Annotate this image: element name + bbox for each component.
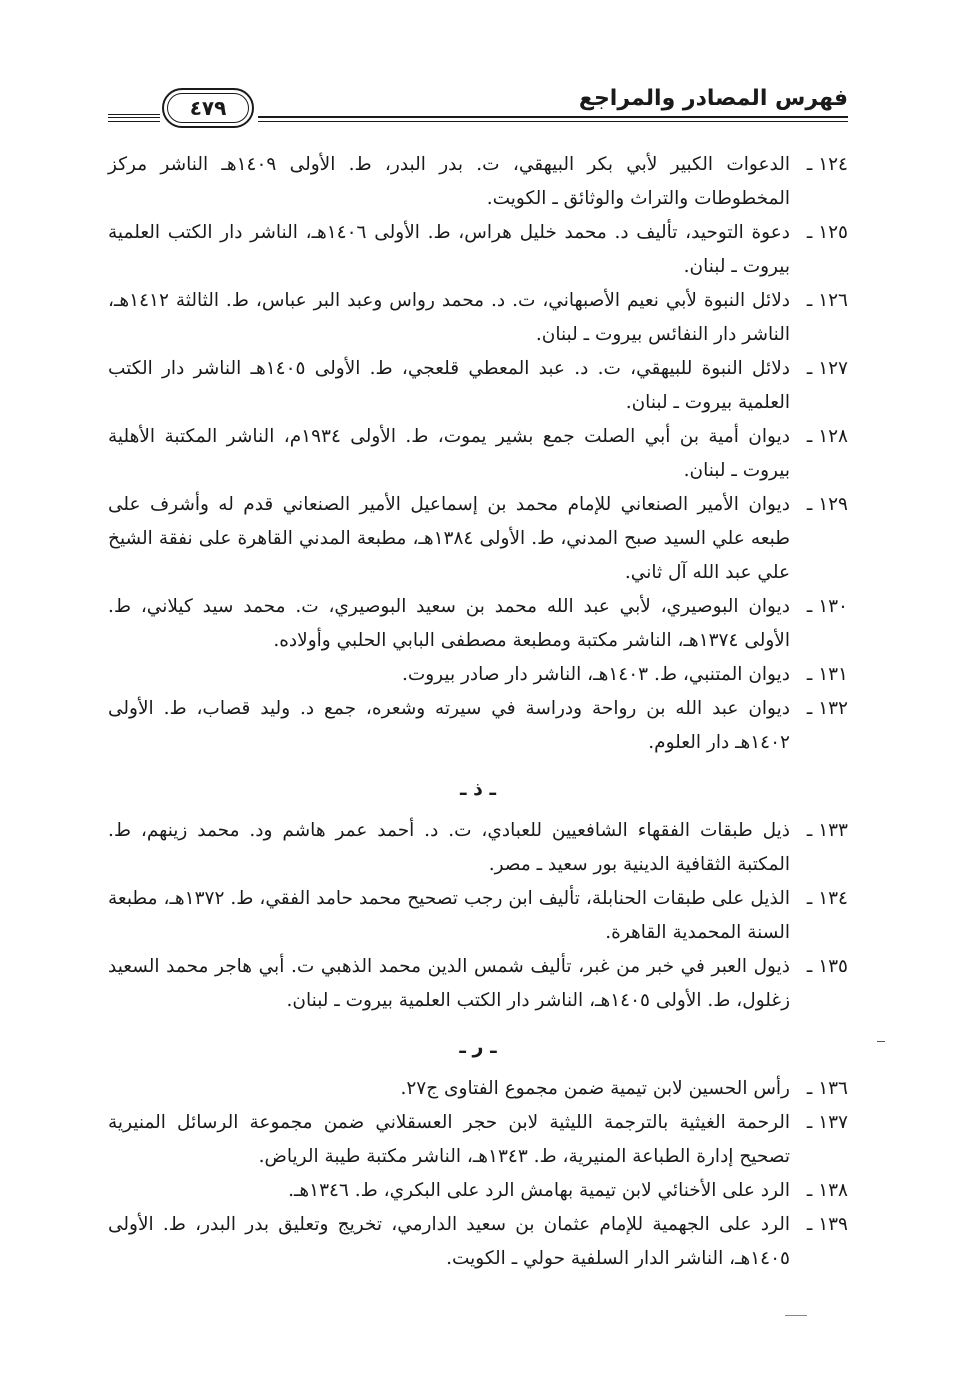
bibliography-entry [108,814,848,882]
entry-text: ديوان عبد الله بن رواحة ودراسة في سيرته وشعره، جمع د. وليد قصاب، ط. الأولى ١٤٠٢هـ دار العلوم. [108,698,790,753]
entry-text: الرحمة الغيثية بالترجمة الليثية لابن حجر العسقلاني ضمن مجموعة الرسائل المنيرية تصحيح إدارة الطباعة المنيرية، ط. ١٣٤٣هـ، الناشر مكتبة طيبة الرياض. [108,1112,790,1167]
page-title: فهرس المصادر والمراجع [578,86,848,111]
bibliography-entry [108,488,848,590]
bibliography-entry [108,148,848,216]
entry-text: الذيل على طبقات الحنابلة، تأليف ابن رجب تصحيح محمد حامد الفقي، ط. ١٣٧٢هـ، مطبعة السنة المحمدية القاهرة. [108,888,790,943]
entry-number: ١٢٦ ـ [806,290,848,311]
entry-number: ١٢٧ ـ [806,358,848,379]
entry-number: ١٣٢ ـ [806,698,848,719]
header-rule-short [108,114,160,122]
entry-number: ١٣٧ ـ [806,1112,848,1133]
entry-number: ١٣٦ ـ [806,1078,848,1099]
bibliography-entry [108,216,848,284]
bibliography-entry [108,658,848,692]
entry-number: ١٣٩ ـ [806,1214,848,1235]
entry-number: ١٣٨ ـ [806,1180,848,1201]
entry-number: ١٢٩ ـ [806,494,848,515]
entries-group-dhal [108,814,848,1018]
bibliography-entry [108,950,848,1018]
entry-number: ١٣٠ ـ [806,596,848,617]
entry-number: ١٢٨ ـ [806,426,848,447]
entry-number: ١٣٥ ـ [806,956,848,977]
entry-text: ديوان الأمير الصنعاني للإمام محمد بن إسماعيل الأمير الصنعاني قدم له وأشرف على طبعه علي السيد صبح المدني، ط. الأولى ١٣٨٤هـ، مطبعة المدني القاهرة على نفقة الشيخ علي عبد الله آل ثاني. [108,494,790,583]
entries-group-dal [108,148,848,760]
entry-text: رأس الحسين لابن تيمية ضمن مجموع الفتاوى ج٢٧. [400,1078,790,1099]
footer-mark [785,1315,807,1316]
entry-number: ١٢٥ ـ [806,222,848,243]
entry-text: دعوة التوحيد، تأليف د. محمد خليل هراس، ط. الأولى ١٤٠٦هـ، الناشر دار الكتب العلمية بيروت ـ لبنان. [108,222,790,277]
bibliography-entry [108,1072,848,1106]
header-rule [258,116,848,122]
bibliography-entry [108,692,848,760]
bibliography-entry [108,1106,848,1174]
entry-text: ذيل طبقات الفقهاء الشافعيين للعبادي، ت. د. أحمد عمر هاشم ود. محمد زينهم، ط. المكتبة الثقافية الدينية بور سعيد ـ مصر. [108,820,790,875]
section-heading-ra: ـ ر ـ [459,1036,497,1058]
bibliography-entry [108,420,848,488]
entry-number: ١٢٤ ـ [806,154,848,175]
entry-text: ذيول العبر في خبر من غبر، تأليف شمس الدين محمد الذهبي ت. أبي هاجر محمد السعيد زغلول، ط. الأولى ١٤٠٥هـ، الناشر دار الكتب العلمية بيروت ـ لبنان. [108,956,790,1011]
entry-text: دلائل النبوة لأبي نعيم الأصبهاني، ت. د. محمد رواس وعبد البر عباس، ط. الثالثة ١٤١٢هـ، الناشر دار النفائس بيروت ـ لبنان. [108,290,790,345]
page-header [108,84,848,134]
entry-text: دلائل النبوة للبيهقي، ت. د. عبد المعطي قلعجي، ط. الأولى ١٤٠٥هـ الناشر دار الكتب العلمية بيروت ـ لبنان. [108,358,790,413]
page-number: ٤٧٩ [162,88,254,128]
section-heading-dhal: ـ ذ ـ [460,778,496,800]
bibliography-entry [108,882,848,950]
entry-number: ١٣٣ ـ [806,820,848,841]
entry-text: ديوان المتنبي، ط. ١٤٠٣هـ، الناشر دار صادر بيروت. [401,664,790,685]
entry-number: ١٣١ ـ [806,664,848,685]
bibliography-entry [108,590,848,658]
entry-text: ديوان أمية بن أبي الصلت جمع بشير يموت، ط. الأولى ١٩٣٤م، الناشر المكتبة الأهلية بيروت ـ لبنان. [108,426,790,481]
entry-text: الدعوات الكبير لأبي بكر البيهقي، ت. بدر البدر، ط. الأولى ١٤٠٩هـ الناشر مركز المخطوطات والتراث والوثائق ـ الكويت. [108,154,790,209]
margin-mark [877,1041,885,1042]
entry-text: الرد على الأخنائي لابن تيمية بهامش الرد على البكري، ط. ١٣٤٦هـ. [288,1180,790,1201]
entries-group-ra [108,1072,848,1276]
bibliography-entry [108,284,848,352]
entry-text: الرد على الجهمية للإمام عثمان بن سعيد الدارمي، تخريج وتعليق بدر البدر، ط. الأولى ١٤٠٥هـ، الناشر الدار السلفية حولي ـ الكويت. [108,1214,790,1269]
bibliography-list [108,148,848,1276]
bibliography-entry [108,1174,848,1208]
entry-number: ١٣٤ ـ [806,888,848,909]
bibliography-entry [108,1208,848,1276]
entry-text: ديوان البوصيري، لأبي عبد الله محمد بن سعيد البوصيري، ت. محمد سيد كيلاني، ط. الأولى ١٣٧٤هـ، الناشر مكتبة ومطبعة مصطفى البابي الحلبي وأولاده. [108,596,790,651]
bibliography-entry [108,352,848,420]
